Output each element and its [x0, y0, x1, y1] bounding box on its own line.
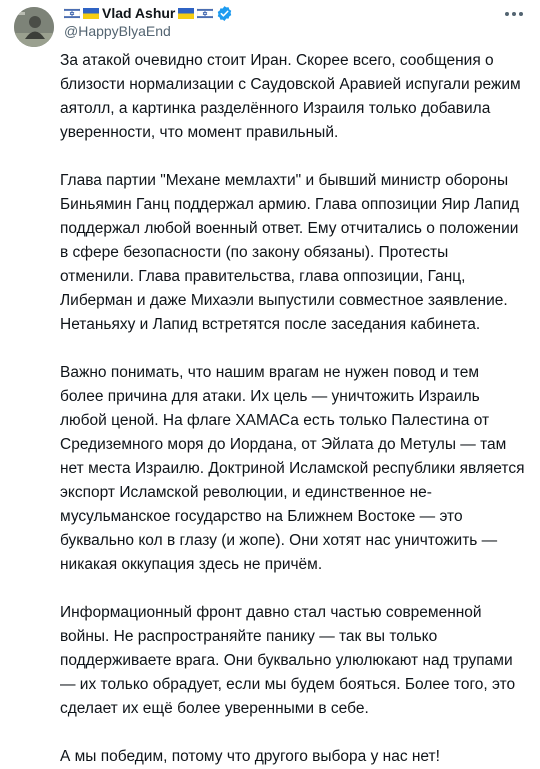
ukraine-flag-icon: [178, 8, 194, 19]
avatar[interactable]: [14, 7, 54, 47]
tweet-paragraph: А мы победим, потому что другого выбора у нас нет!: [60, 748, 440, 765]
more-options-icon[interactable]: [502, 6, 526, 22]
tweet-text: [60, 49, 526, 769]
tweet-paragraph: За атакой очевидно стоит Иран. Скорее всего, сообщения о близости нормализации с Саудовской Аравией испугали режим аятолл, а картинка разделённого Израиля только добавила уверенности, что момент правильный.: [60, 52, 521, 141]
tweet-paragraph: Информационный фронт давно стал частью современной войны. Не распространяйте панику — так вы только поддерживаете врага. Они буквально улюлюкают над трупами — их только обрадует, если мы будем бояться. Более того, это сделает их ещё более уверенными в себе.: [60, 604, 516, 717]
tweet-paragraph: Важно понимать, что нашим врагам не нужен повод и тем более причина для атаки. Их цель — уничтожить Израиль любой ценой. На флаге ХАМАСа есть только Палестина от Средиземного моря до Иордана, от Эйлата до Метулы — там нет места Израилю. Доктриной Исламской республики является экспорт Исламской революции, и единственное не-мусульманское государство на Ближнем Востоке — это буквально кол в глазу (и жопе). Они хотят нас уничтожить — никакая оккупация здесь не причём.: [60, 364, 525, 573]
author-handle[interactable]: @HappyBlyaEnd: [64, 23, 171, 39]
author-name-row[interactable]: [64, 4, 233, 22]
tweet-paragraph: Глава партии "Механе мемлахти" и бывший министр обороны Биньямин Ганц поддержал армию. Глава оппозиции Яир Лапид поддержал любой военный ответ. Ему отчитались о положении в сфере безопасности (по закону обязаны). Протесты отменили. Глава правительства, глава оппозиции, Ганц, Либерман и даже Михаэли выпустили совместное заявление. Нетаньяху и Лапид встретятся после заседания кабинета.: [60, 172, 520, 333]
ukraine-flag-icon: [83, 8, 99, 19]
israel-flag-icon: [197, 8, 213, 19]
author-name[interactable]: Vlad Ashur: [102, 5, 176, 21]
israel-flag-icon: [64, 8, 80, 19]
tweet-header: [0, 0, 540, 50]
verified-badge-icon: [216, 5, 233, 22]
